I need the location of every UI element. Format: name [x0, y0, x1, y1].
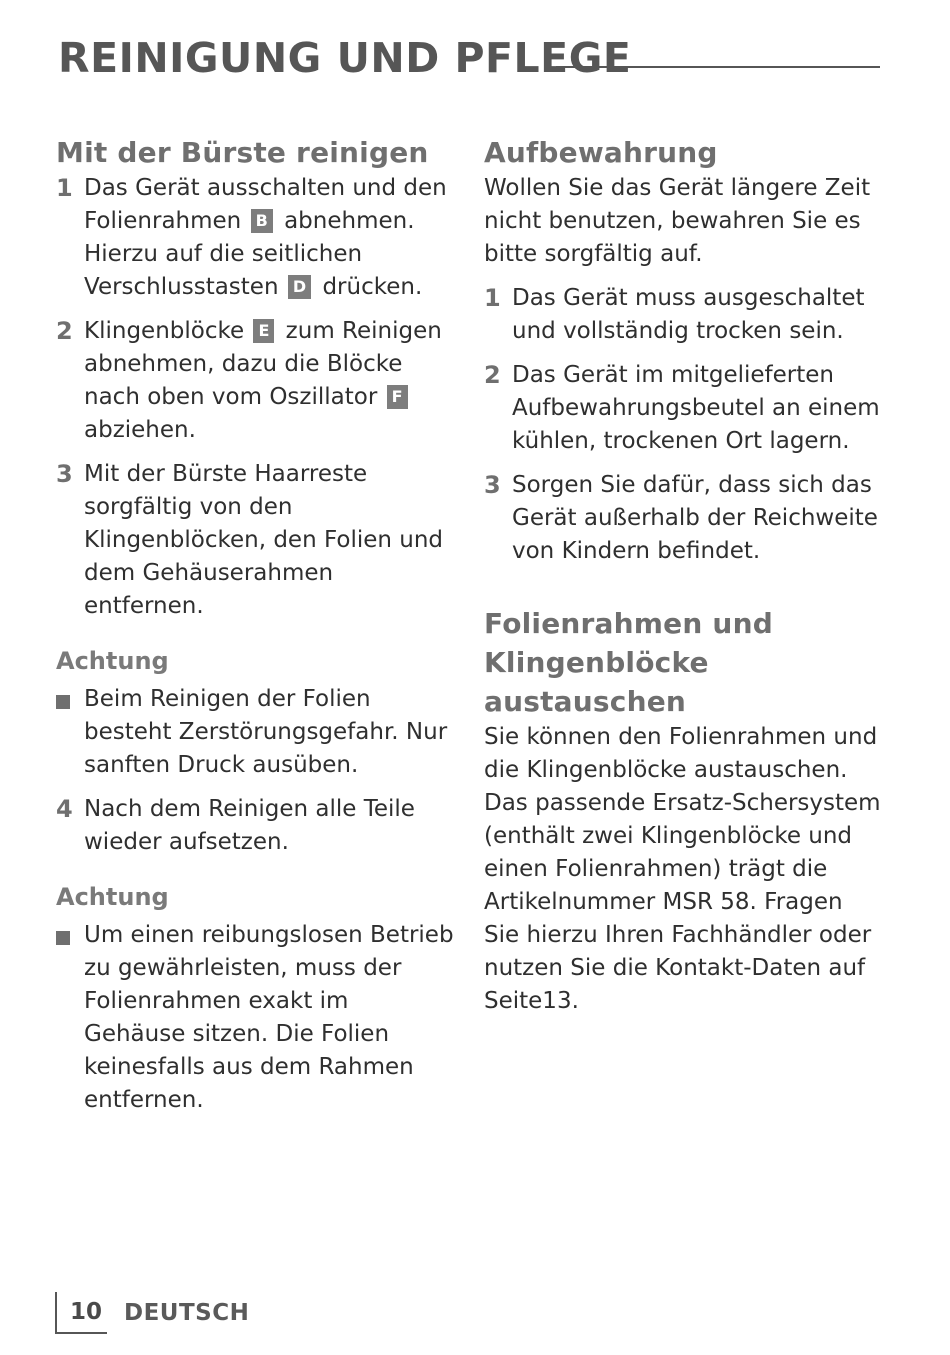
footer-language: DEUTSCH — [124, 1300, 250, 1326]
replace-heading: Folienrahmen und Klingenblöcke austauschen — [484, 607, 773, 718]
step-number: 1 — [56, 174, 73, 202]
step-number: 3 — [484, 471, 501, 499]
footer-rule-horizontal — [55, 1332, 107, 1334]
brush-step-1 — [56, 172, 456, 304]
footer-rule-vertical — [55, 1292, 57, 1334]
step-text: Klingenblöcke E zum Reinigen abnehmen, dazu die Blöcke nach oben vom Oszillator F abziehen. — [84, 318, 442, 443]
step-text: Das Gerät ausschalten und den Folienrahmen B abnehmen. Hierzu auf die seitlichen Verschlusstasten D drücken. — [84, 175, 447, 300]
square-bullet-icon — [56, 695, 70, 709]
step-number: 2 — [484, 361, 501, 389]
bullet-text: Um einen reibungslosen Betrieb zu gewährleisten, muss der Folienrahmen exakt im Gehäuse sitzen. Die Folien keinesfalls aus dem Rahmen entfernen. — [84, 922, 454, 1113]
badge-b: B — [251, 209, 273, 233]
brush-step-3 — [56, 458, 456, 623]
left-column — [56, 133, 456, 1128]
badge-f: F — [387, 385, 408, 409]
caution-heading-2: Achtung — [56, 883, 169, 911]
step-number: 1 — [484, 284, 501, 312]
step-text: Sorgen Sie dafür, dass sich das Gerät außerhalb der Reichweite von Kindern befindet. — [512, 472, 878, 564]
badge-e: E — [253, 319, 274, 343]
bullet-text: Beim Reinigen der Folien besteht Zerstörungsgefahr. Nur sanften Druck ausüben. — [84, 686, 448, 778]
step-number: 2 — [56, 317, 73, 345]
page-number: 10 — [70, 1299, 103, 1325]
step-number: 4 — [56, 795, 73, 823]
brush-step-4 — [56, 793, 456, 859]
caution-bullet-2 — [56, 919, 456, 1117]
storage-step-3 — [484, 469, 884, 568]
page-title: REINIGUNG UND PFLEGE — [58, 34, 632, 82]
caution-bullet-1 — [56, 683, 456, 782]
storage-step-2 — [484, 359, 884, 458]
title-rule — [556, 66, 880, 68]
step-text: Das Gerät im mitgelieferten Aufbewahrungsbeutel an einem kühlen, trockenen Ort lagern. — [512, 362, 880, 454]
replace-text: Sie können den Folienrahmen und die Klingenblöcke austauschen. Das passende Ersatz-Schersystem (enthält zwei Klingenblöcke und einen Folienrahmen) trägt die Artikelnummer MSR 58. Fragen Sie hierzu Ihren Fachhändler oder nutzen Sie die Kontakt-Daten auf Seite13. — [484, 724, 881, 1014]
caution-heading-1: Achtung — [56, 647, 169, 675]
badge-d: D — [288, 275, 311, 299]
storage-intro: Wollen Sie das Gerät längere Zeit nicht benutzen, bewahren Sie es bitte sorgfältig auf. — [484, 175, 871, 267]
brush-step-2 — [56, 315, 456, 447]
square-bullet-icon — [56, 931, 70, 945]
step-text: Das Gerät muss ausgeschaltet und vollständig trocken sein. — [512, 285, 865, 344]
step-text: Nach dem Reinigen alle Teile wieder aufsetzen. — [84, 796, 415, 855]
storage-heading: Aufbewahrung — [484, 136, 718, 169]
storage-step-1 — [484, 282, 884, 348]
brush-cleaning-heading: Mit der Bürste reinigen — [56, 136, 429, 169]
step-number: 3 — [56, 460, 73, 488]
right-column — [484, 133, 884, 1018]
step-text: Mit der Bürste Haarreste sorgfältig von den Klingenblöcken, den Folien und dem Gehäuserahmen entfernen. — [84, 461, 444, 619]
